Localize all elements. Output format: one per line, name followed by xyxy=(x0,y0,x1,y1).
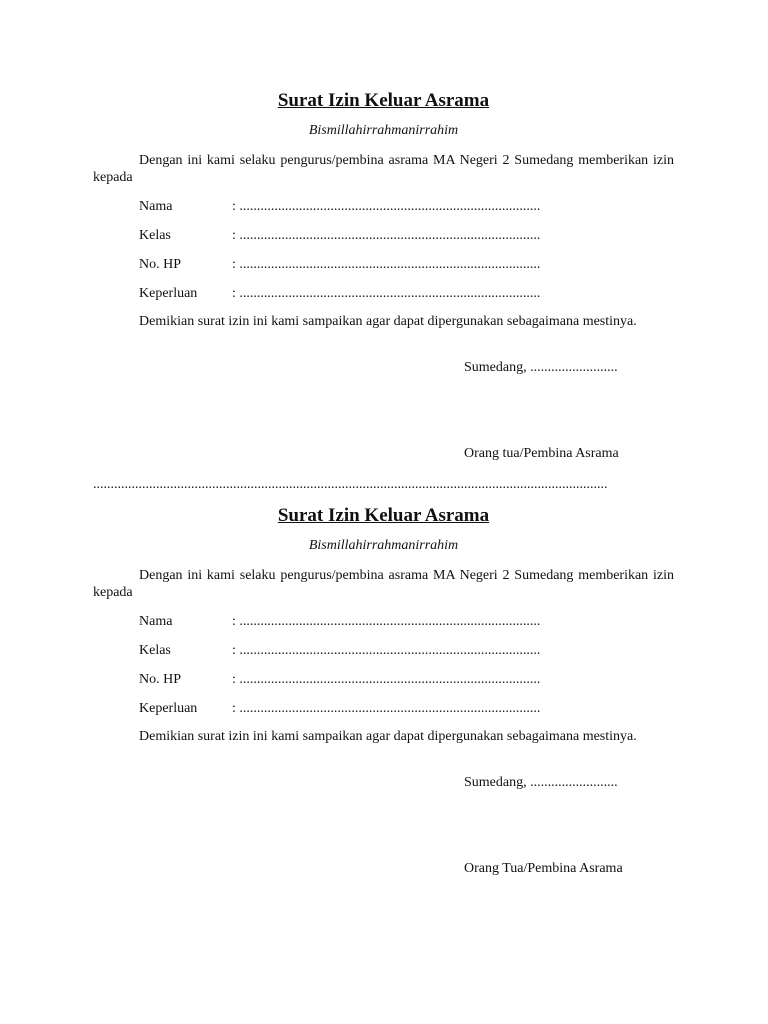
field-blank: : ...................................................................................... xyxy=(232,672,541,687)
closing-paragraph: Demikian surat izin ini kami sampaikan agar dapat dipergunakan sebagaimana mestinya. xyxy=(139,314,637,329)
field-kelas xyxy=(139,227,540,244)
letter-title: Surat Izin Keluar Asrama xyxy=(277,90,490,111)
field-keperluan xyxy=(139,700,540,717)
field-blank: : ...................................................................................... xyxy=(232,199,541,214)
place-date: Sumedang, ......................... xyxy=(464,360,618,375)
field-label: Kelas xyxy=(139,228,171,243)
field-label: Keperluan xyxy=(139,286,198,301)
field-label: Nama xyxy=(139,199,173,214)
field-nama xyxy=(139,198,540,215)
field-label: No. HP xyxy=(139,257,182,272)
cut-line: ................................................................................................................................................... xyxy=(93,477,608,492)
field-blank: : ...................................................................................... xyxy=(232,643,541,658)
field-no-hp xyxy=(139,256,540,273)
field-blank: : ...................................................................................... xyxy=(232,614,541,629)
field-blank: : ...................................................................................... xyxy=(232,228,541,243)
letter-subtitle: Bismillahirrahmanirrahim xyxy=(308,538,459,553)
field-label: Nama xyxy=(139,614,173,629)
place-date: Sumedang, ......................... xyxy=(464,775,618,790)
field-blank: : ...................................................................................... xyxy=(232,286,541,301)
field-blank: : ...................................................................................... xyxy=(232,701,541,716)
letter-subtitle: Bismillahirrahmanirrahim xyxy=(308,123,459,138)
field-nama xyxy=(139,613,540,630)
field-blank: : ...................................................................................... xyxy=(232,257,541,272)
field-no-hp xyxy=(139,671,540,688)
field-label: Keperluan xyxy=(139,701,198,716)
closing-paragraph: Demikian surat izin ini kami sampaikan agar dapat dipergunakan sebagaimana mestinya. xyxy=(139,729,637,744)
intro-paragraph: Dengan ini kami selaku pengurus/pembina asrama MA Negeri 2 Sumedang memberikan izin kepada xyxy=(93,568,674,600)
signer-title: Orang Tua/Pembina Asrama xyxy=(464,861,623,876)
letter-title: Surat Izin Keluar Asrama xyxy=(277,505,490,526)
field-label: No. HP xyxy=(139,672,182,687)
intro-paragraph: Dengan ini kami selaku pengurus/pembina asrama MA Negeri 2 Sumedang memberikan izin kepada xyxy=(93,153,674,185)
field-kelas xyxy=(139,642,540,659)
signer-title: Orang tua/Pembina Asrama xyxy=(464,446,619,461)
field-label: Kelas xyxy=(139,643,171,658)
field-keperluan xyxy=(139,285,540,302)
